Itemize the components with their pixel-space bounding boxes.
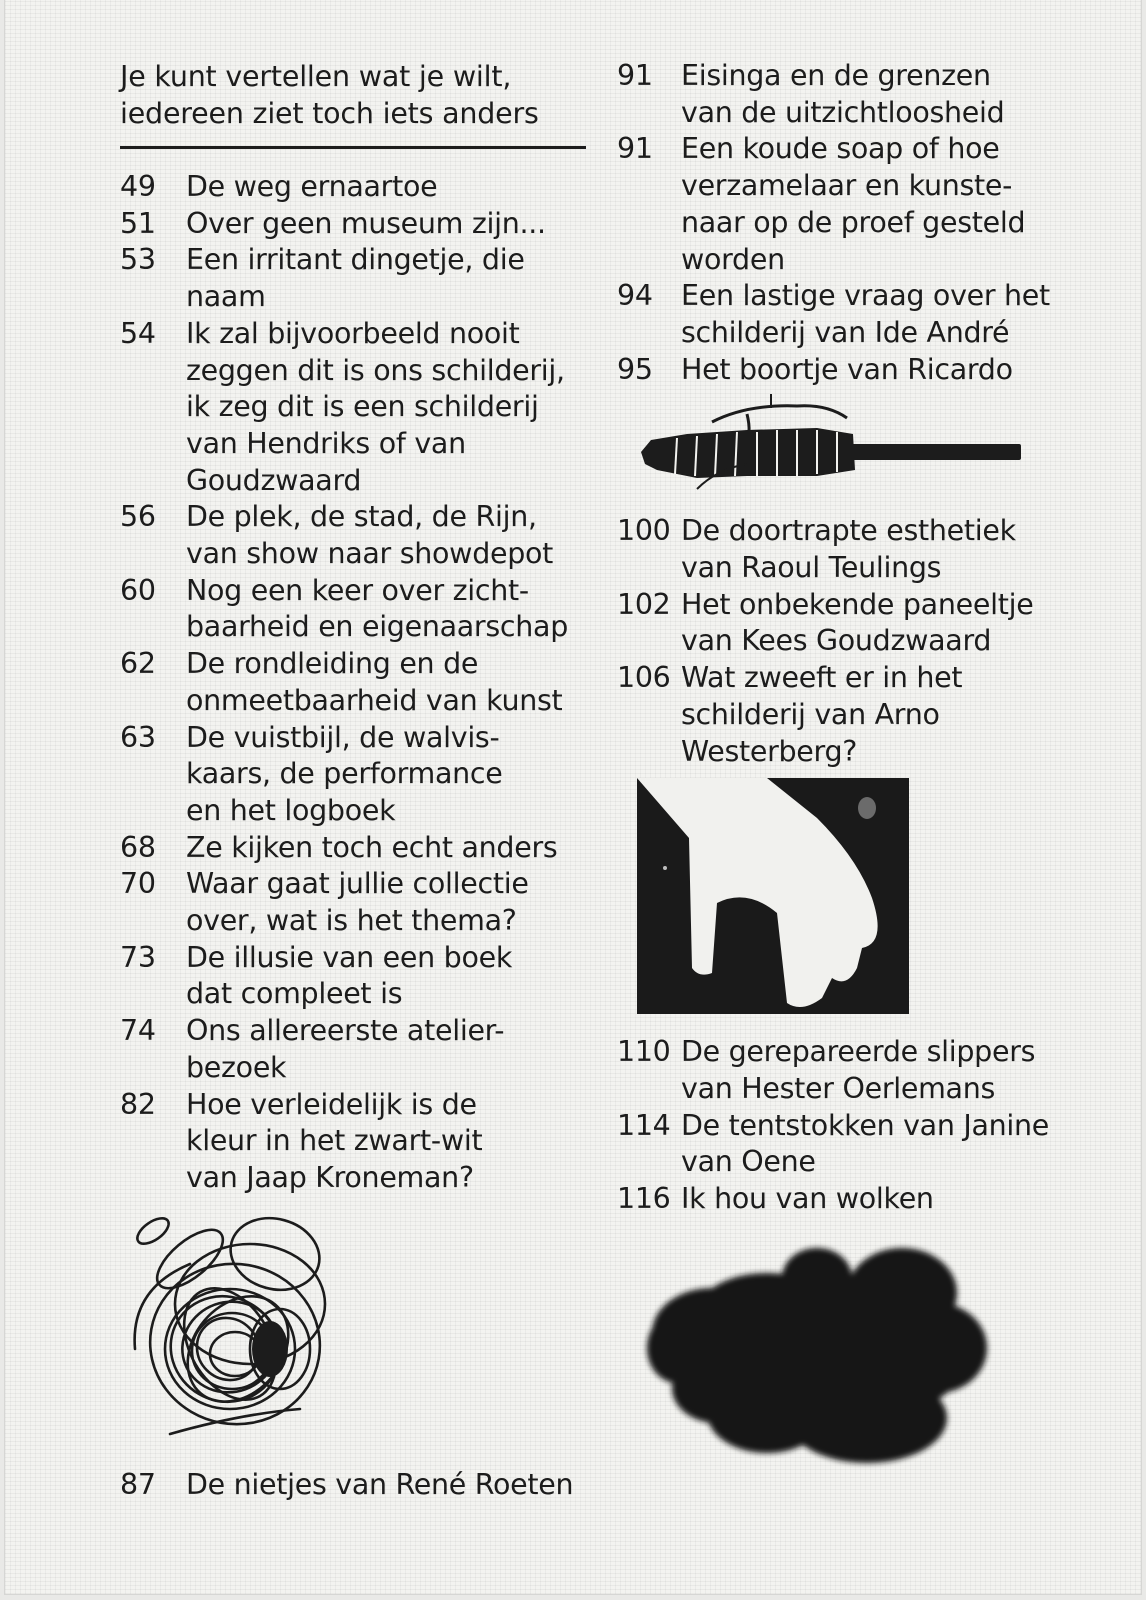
page-number: 110 xyxy=(617,1035,671,1069)
page-number: 94 xyxy=(617,279,653,313)
toc-entry[interactable] xyxy=(120,169,590,206)
heading-rule xyxy=(120,146,586,149)
page-number: 95 xyxy=(617,352,653,386)
toc-list-left xyxy=(120,169,590,1197)
entry-title: Wat zweeft er in het schilderij van Arno Westerberg? xyxy=(681,661,963,768)
hand-icon xyxy=(617,778,917,1018)
toc-entry[interactable] xyxy=(617,660,1097,770)
page-number: 114 xyxy=(617,1108,671,1142)
left-column xyxy=(120,58,590,1503)
entry-title: Hoe verleidelijk is de kleur in het zwart-wit van Jaap Kroneman? xyxy=(186,1087,483,1194)
toc-list-right-middle xyxy=(617,513,1097,770)
entry-title: De rondleiding en de onmeetbaarheid van kunst xyxy=(186,647,563,717)
book-page xyxy=(5,0,1141,1594)
entry-title: Ze kijken toch echt anders xyxy=(186,830,558,864)
page-number: 63 xyxy=(120,720,156,754)
entry-title: De doortrapte esthetiek van Raoul Teulings xyxy=(681,514,1016,585)
entry-title: Over geen museum zijn... xyxy=(186,206,546,240)
toc-entry[interactable] xyxy=(120,499,590,572)
toc-entry[interactable] xyxy=(120,1467,590,1504)
toc-list-right-top xyxy=(617,58,1097,388)
hand-silhouette-illustration xyxy=(617,778,1097,1028)
scribble-illustration xyxy=(120,1209,590,1459)
section-heading: Je kunt vertellen wat je wilt, iedereen ziet toch iets anders xyxy=(120,60,539,130)
entry-title: De plek, de stad, de Rijn, van show naar showdepot xyxy=(186,500,554,571)
toc-entry[interactable] xyxy=(120,573,590,646)
entry-title: Een koude soap of hoe verzamelaar en kunste- naar op de proef gesteld worden xyxy=(681,132,1026,276)
toc-entry[interactable] xyxy=(617,1108,1097,1181)
page-number: 106 xyxy=(617,661,671,695)
entry-title: Ik zal bijvoorbeeld nooit zeggen dit is ons schilderij, ik zeg dit is een schilderij van Hendriks of van Goudzwaard xyxy=(186,316,565,497)
drill-bit-illustration xyxy=(617,394,1097,509)
toc-entry[interactable] xyxy=(120,316,590,500)
toc-entry[interactable] xyxy=(120,646,590,719)
page-number: 60 xyxy=(120,573,156,607)
page-number: 62 xyxy=(120,647,156,681)
toc-entry[interactable] xyxy=(120,940,590,1013)
scribble-icon xyxy=(120,1209,350,1459)
toc-entry[interactable] xyxy=(120,830,590,867)
page-number: 51 xyxy=(120,206,156,240)
right-column xyxy=(617,58,1097,1488)
toc-entry[interactable] xyxy=(120,720,590,830)
entry-title: Eisinga en de grenzen van de uitzichtloosheid xyxy=(681,59,1005,129)
entry-title: De illusie van een boek dat compleet is xyxy=(186,940,513,1011)
toc-entry[interactable] xyxy=(120,1013,590,1086)
toc-entry[interactable] xyxy=(120,242,590,315)
drill-bit-icon xyxy=(617,394,1027,509)
cloud-icon xyxy=(617,1238,997,1478)
page-number: 87 xyxy=(120,1467,156,1501)
toc-entry[interactable] xyxy=(617,513,1097,586)
toc-entry[interactable] xyxy=(617,1034,1097,1107)
page-number: 68 xyxy=(120,830,156,864)
page-number: 70 xyxy=(120,867,156,901)
page-number: 82 xyxy=(120,1087,156,1121)
entry-title: Het onbekende paneeltje van Kees Goudzwaard xyxy=(681,587,1034,658)
page-number: 91 xyxy=(617,59,653,92)
toc-entry[interactable] xyxy=(617,131,1097,278)
page-number: 116 xyxy=(617,1182,671,1216)
entry-title: Nog een keer over zicht- baarheid en eigenaarschap xyxy=(186,573,568,644)
entry-title: De nietjes van René Roeten xyxy=(186,1467,574,1501)
toc-entry[interactable] xyxy=(120,1087,590,1197)
page-number: 100 xyxy=(617,514,671,548)
entry-title: De weg ernaartoe xyxy=(186,170,438,203)
entry-title: Een irritant dingetje, die naam xyxy=(186,243,525,314)
entry-title: Het boortje van Ricardo xyxy=(681,352,1013,386)
toc-entry[interactable] xyxy=(120,866,590,939)
entry-title: De tentstokken van Janine van Oene xyxy=(681,1108,1049,1179)
page-number: 53 xyxy=(120,243,156,277)
entry-title: De vuistbijl, de walvis- kaars, de performance en het logboek xyxy=(186,720,503,827)
entry-title: Ons allereerste atelier- bezoek xyxy=(186,1014,505,1084)
page-number: 102 xyxy=(617,587,671,621)
toc-entry[interactable] xyxy=(617,58,1097,131)
toc-entry[interactable] xyxy=(617,1181,1097,1218)
page-number: 56 xyxy=(120,500,156,534)
toc-entry[interactable] xyxy=(617,587,1097,660)
toc-entry[interactable] xyxy=(617,278,1097,351)
entry-title: Waar gaat jullie collectie over, wat is het thema? xyxy=(186,867,529,938)
entry-title: Een lastige vraag over het schilderij van Ide André xyxy=(681,279,1050,349)
page-number: 74 xyxy=(120,1014,156,1048)
entry-title: Ik hou van wolken xyxy=(681,1182,934,1216)
page-number: 54 xyxy=(120,316,156,350)
toc-entry[interactable] xyxy=(120,206,590,243)
page-number: 49 xyxy=(120,170,156,203)
toc-list-right-bottom xyxy=(617,1034,1097,1218)
entry-title: De gerepareerde slippers van Hester Oerlemans xyxy=(681,1035,1036,1105)
page-number: 73 xyxy=(120,940,156,974)
toc-entry[interactable] xyxy=(617,352,1097,389)
ink-cloud-illustration xyxy=(617,1238,1097,1488)
page-number: 91 xyxy=(617,132,653,166)
